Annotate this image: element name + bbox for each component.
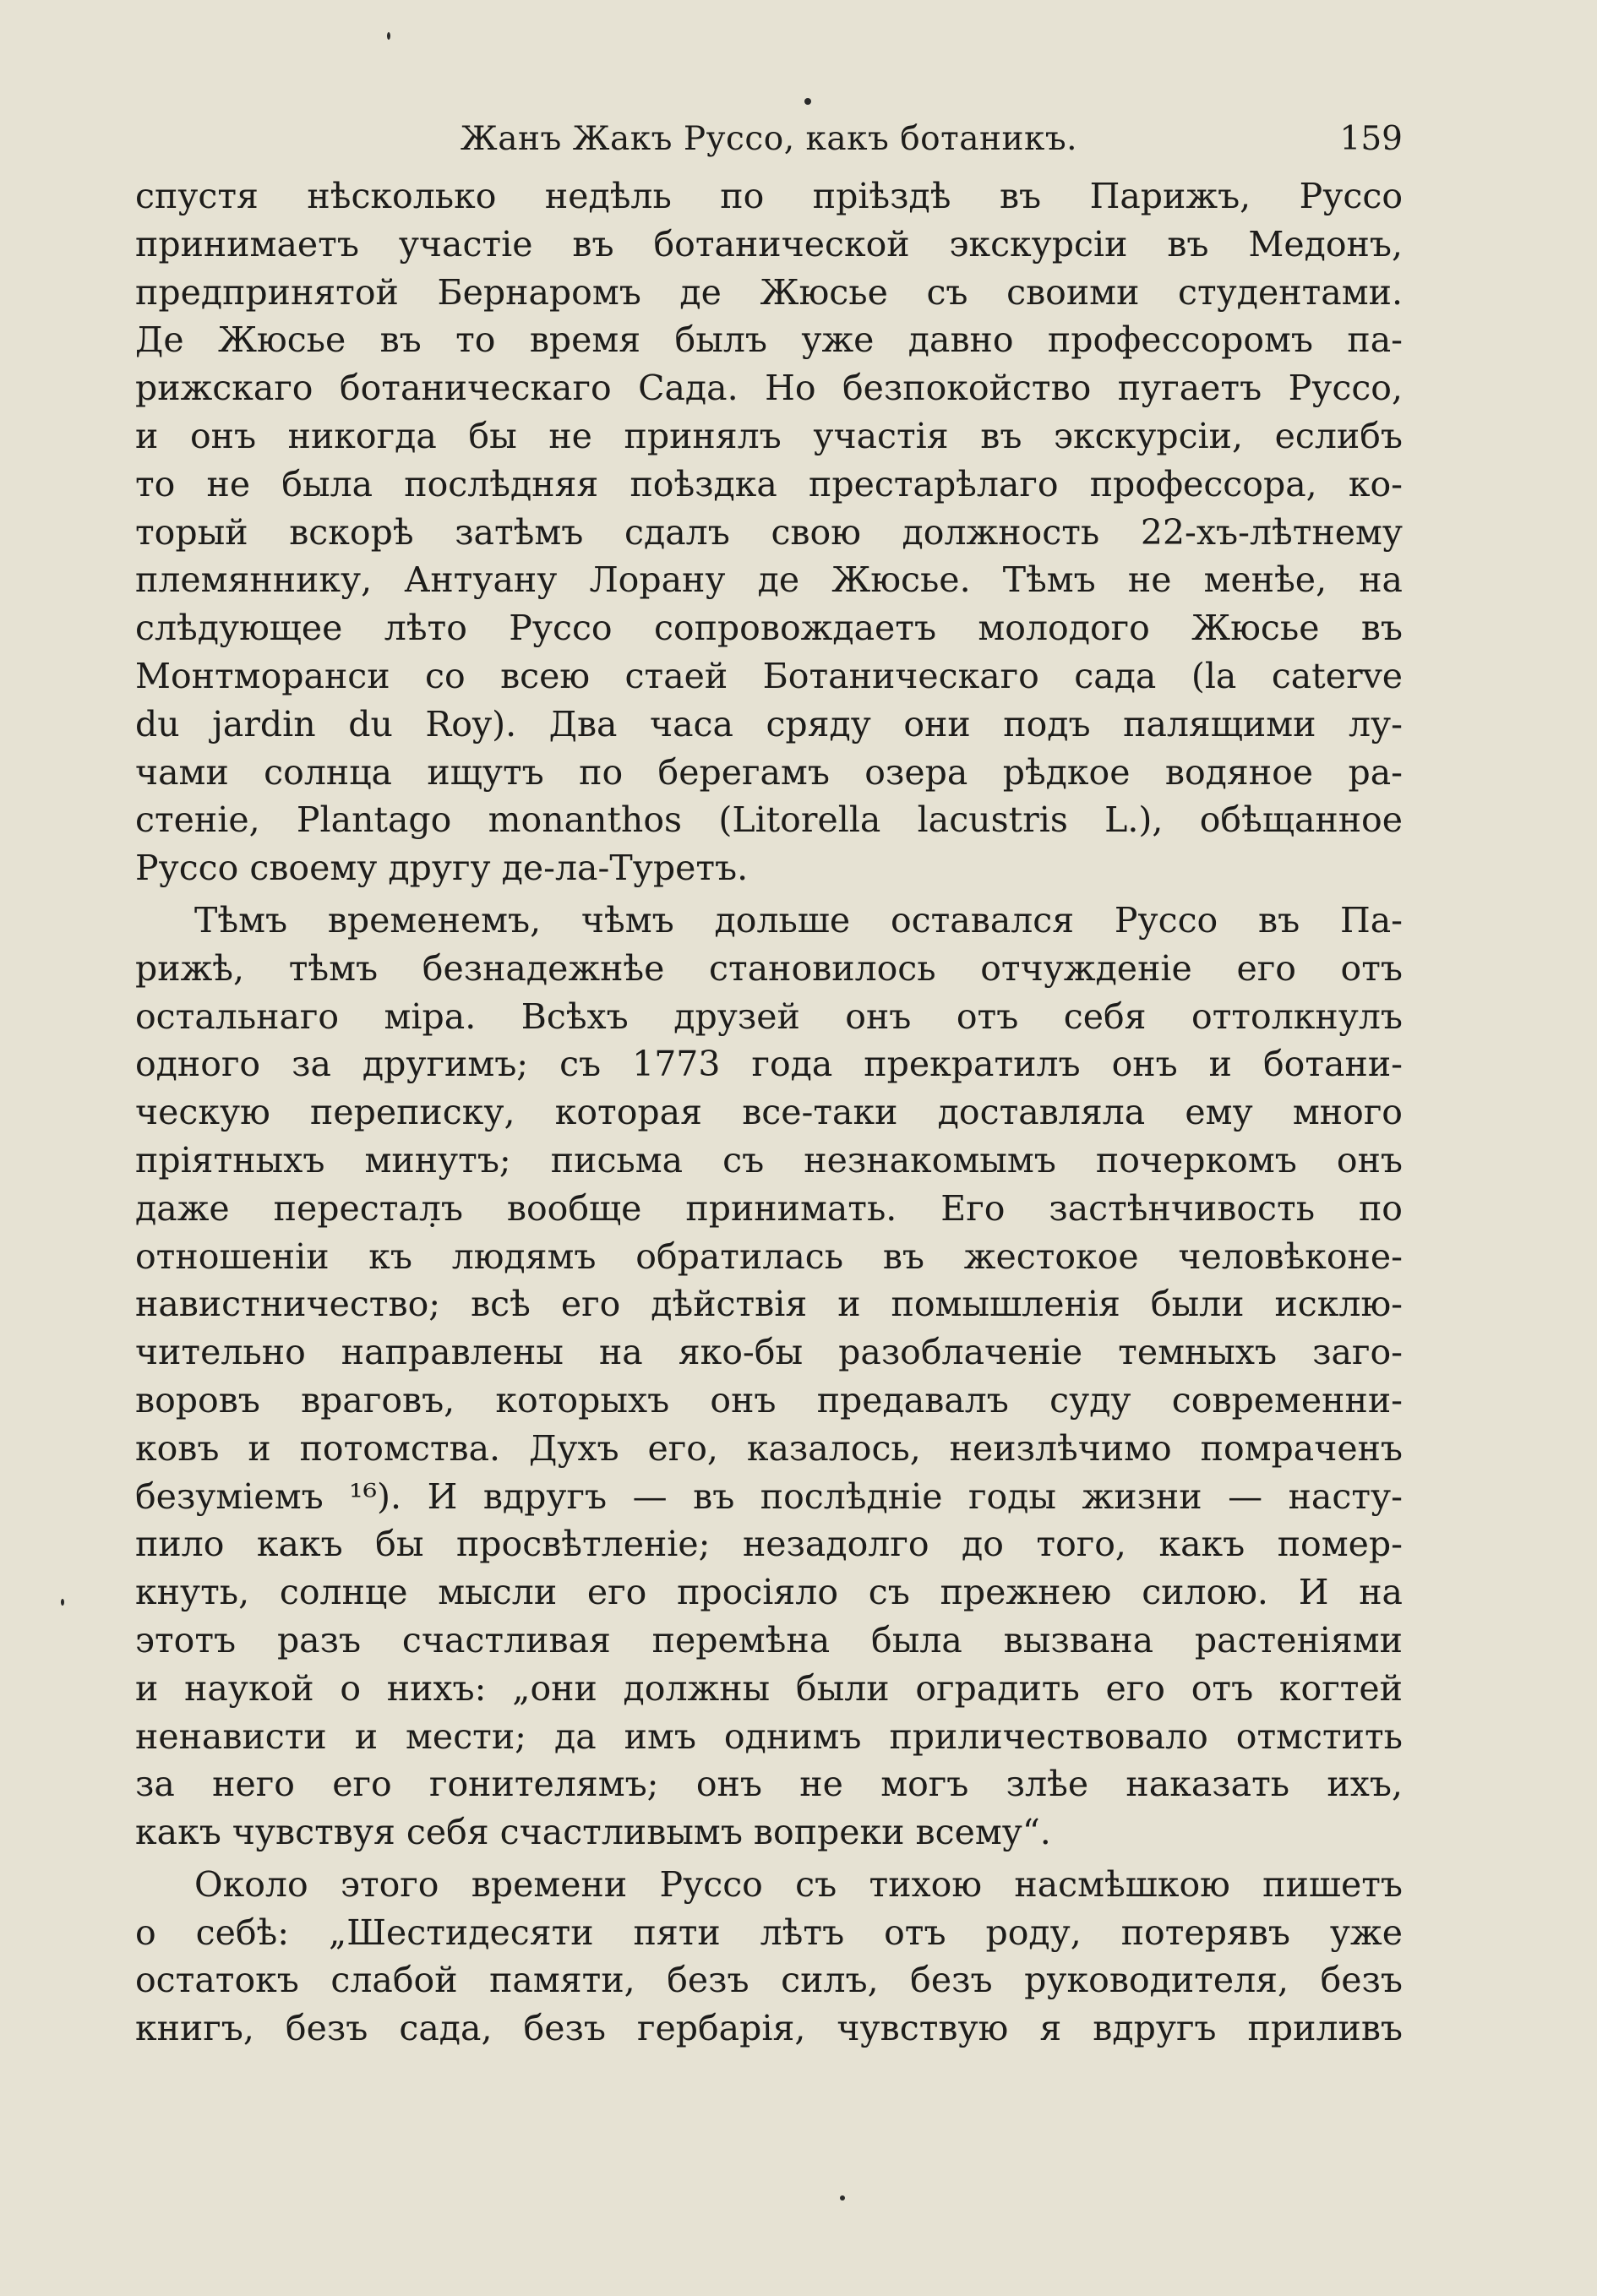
paragraph — [135, 897, 1403, 1857]
text-line: рижѣ, тѣмъ безнадежнѣе становилось отчужденіе его отъ — [135, 947, 1403, 989]
text-line: пило какъ бы просвѣтленіе; незадолго до того, какъ помер- — [135, 1524, 1403, 1565]
text-line: предпринятой Бернаромъ де Жюсье съ своими студентами. — [135, 271, 1403, 313]
print-speck — [61, 1599, 64, 1606]
text-line: навистничество; всѣ его дѣйствія и помышленія были исклю- — [135, 1284, 1403, 1325]
text-line: за него его гонителямъ; онъ не могъ злѣе наказать ихъ, — [135, 1764, 1403, 1805]
text-line: пріятныхъ минутъ; письма съ незнакомымъ почеркомъ онъ — [135, 1139, 1403, 1181]
paragraph — [135, 1861, 1403, 2053]
text-line: то не была послѣдняя поѣздка престарѣлаго профессора, ко- — [135, 463, 1403, 504]
print-speck — [840, 2195, 845, 2201]
text-line: торый вскорѣ затѣмъ сдалъ свою должность 22-хъ-лѣтнему — [135, 511, 1403, 553]
text-line: этотъ разъ счастливая перемѣна была вызвана растеніями — [135, 1619, 1403, 1661]
paragraph — [135, 172, 1403, 892]
text-line: и онъ никогда бы не принялъ участія въ экскурсіи, еслибъ — [135, 415, 1403, 456]
text-line: Руссо своему другу де-ла-Туретъ. — [135, 848, 749, 889]
page-number: 159 — [1339, 120, 1403, 158]
text-line: даже перестал̣ъ вообще принимать. Его застѣнчивость по — [135, 1187, 1403, 1229]
print-speck — [804, 98, 811, 105]
text-line: племяннику, Антуану Лорану де Жюсье. Тѣмъ не менѣе, на — [135, 559, 1403, 601]
text-line: остатокъ слабой памяти, безъ силъ, безъ руководителя, безъ — [135, 1960, 1403, 2001]
running-title: Жанъ Жакъ Руссо, какъ ботаникъ. — [460, 120, 1078, 158]
text-line: и наукой о нихъ: „они должны были оградить его отъ когтей — [135, 1667, 1403, 1709]
text-line: Около этого времени Руссо съ тихою насмѣшкою пишетъ — [194, 1863, 1403, 1905]
text-line: Тѣмъ временемъ, чѣмъ дольше оставался Руссо въ Па- — [194, 899, 1403, 941]
text-line: чами солнца ищутъ по берегамъ озера рѣдкое водяное ра- — [135, 751, 1403, 793]
text-line: какъ чувствуя себя счастливымъ вопреки всему“. — [135, 1812, 1051, 1853]
text-line: стеніе, Plantago monanthos (Litorella lacustris L.), обѣщанное — [135, 799, 1403, 841]
text-line: кнуть, солнце мысли его просіяло съ прежнею силою. И на — [135, 1572, 1403, 1613]
print-speck — [387, 32, 390, 40]
text-line: ческую переписку, которая все-таки доставляла ему много — [135, 1092, 1403, 1133]
text-line: книгъ, безъ сада, безъ гербарія, чувствую я вдругъ приливъ — [135, 2008, 1403, 2049]
text-line: Де Жюсье въ то время былъ уже давно профессоромъ па- — [135, 319, 1403, 361]
text-line: отношеніи къ людямъ обратилась въ жестокое человѣконе- — [135, 1235, 1403, 1277]
text-line: слѣдующее лѣто Руссо сопровождаетъ молодого Жюсье въ — [135, 608, 1403, 649]
text-line: du jardin du Roy). Два часа сряду они подъ палящими лу- — [135, 703, 1403, 744]
text-line: принимаетъ участіе въ ботанической экскурсіи въ Медонъ, — [135, 223, 1403, 265]
text-line: о себѣ: „Шестидесяти пяти лѣтъ отъ роду, потерявъ уже — [135, 1912, 1403, 1953]
running-header — [135, 120, 1403, 162]
text-line: спустя нѣсколько недѣль по пріѣздѣ въ Парижъ, Руссо — [135, 176, 1403, 216]
text-line: безуміемъ ¹⁶). И вдругъ — въ послѣдніе годы жизни — насту- — [135, 1475, 1403, 1517]
text-line: остальнаго міра. Всѣхъ друзей онъ отъ себя оттолкнулъ — [135, 995, 1403, 1037]
text-line: чительно направлены на яко-бы разоблаченіе темныхъ заго- — [135, 1332, 1403, 1373]
text-line: Монтморанси со всею стаей Ботаническаго сада (la caterve — [135, 655, 1403, 696]
body-text — [135, 172, 1403, 2057]
text-line: воровъ враговъ, которыхъ онъ предавалъ суду современни- — [135, 1379, 1403, 1421]
text-line: рижскаго ботаническаго Сада. Но безпокойство пугаетъ Руссо, — [135, 368, 1403, 409]
text-line: одного за другимъ; съ 1773 года прекратилъ онъ и ботани- — [135, 1044, 1403, 1085]
text-line: ковъ и потомства. Духъ его, казалось, неизлѣчимо помраченъ — [135, 1427, 1403, 1469]
text-line: ненависти и мести; да имъ однимъ приличествовало отмстить — [135, 1715, 1403, 1757]
